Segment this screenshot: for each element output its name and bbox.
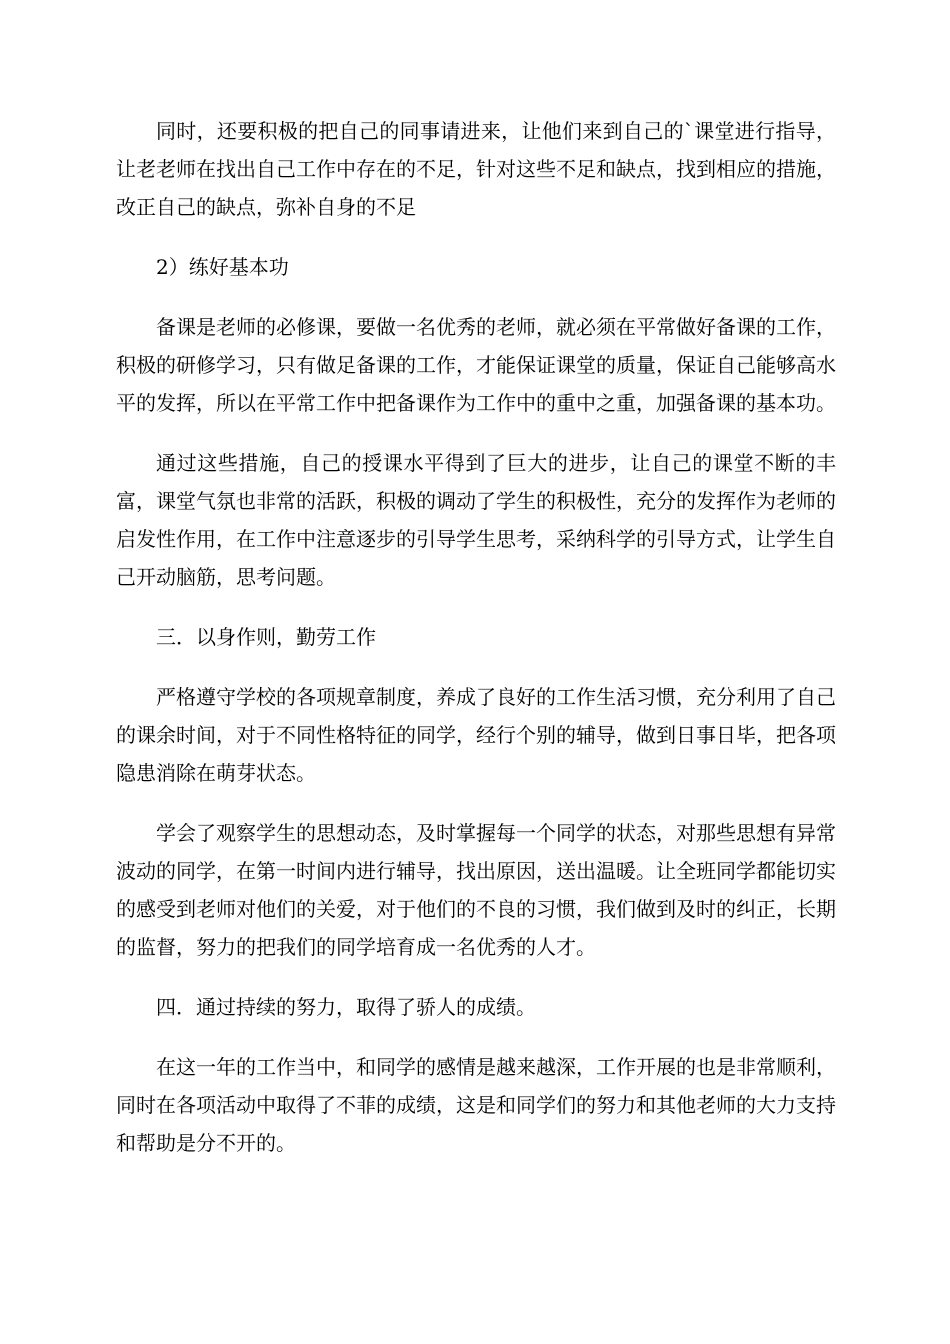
heading-basic-skills: 2）练好基本功 (156, 255, 289, 279)
document-body (116, 112, 836, 1184)
heading-lead-by-example: 三．以身作则，勤劳工作 (156, 625, 376, 649)
paragraph-mentoring: 同时，还要积极的把自己的同事请进来，让他们来到自己的`课堂进行指导，让老老师在找出自己工作中存在的不足，针对这些不足和缺点，找到相应的措施，改正自己的缺点，弥补自身的不足 (116, 119, 836, 219)
paragraph-rules: 严格遵守学校的各项规章制度，养成了良好的工作生活习惯，充分利用了自己的课余时间，对于不同性格特征的同学，经行个别的辅导，做到日事日毕，把各项隐患消除在萌芽状态。 (116, 685, 836, 785)
paragraph-lesson-prep: 备课是老师的必修课，要做一名优秀的老师，就必须在平常做好备课的工作，积极的研修学习，只有做足备课的工作，才能保证课堂的质量，保证自己能够高水平的发挥，所以在平常工作中把备课作为工作中的重中之重，加强备课的基本功。 (116, 315, 836, 415)
paragraph-observation: 学会了观察学生的思想动态，及时掌握每一个同学的状态，对那些思想有异常波动的同学，在第一时间内进行辅导，找出原因，送出温暖。让全班同学都能切实的感受到老师对他们的关爱，对于他们的不良的习惯，我们做到及时的纠正，长期的监督，努力的把我们的同学培育成一名优秀的人才。 (116, 821, 836, 959)
paragraph-year-summary: 在这一年的工作当中，和同学的感情是越来越深，工作开展的也是非常顺利，同时在各项活动中取得了不菲的成绩，这是和同学们的努力和其他老师的大力支持和帮助是分不开的。 (116, 1055, 836, 1155)
paragraph-teaching-progress: 通过这些措施，自己的授课水平得到了巨大的进步，让自己的课堂不断的丰富，课堂气氛也非常的活跃，积极的调动了学生的积极性，充分的发挥作为老师的启发性作用，在工作中注意逐步的引导学生思考，采纳科学的引导方式，让学生自己开动脑筋，思考问题。 (116, 451, 836, 589)
heading-achievements: 四．通过持续的努力，取得了骄人的成绩。 (156, 995, 536, 1019)
